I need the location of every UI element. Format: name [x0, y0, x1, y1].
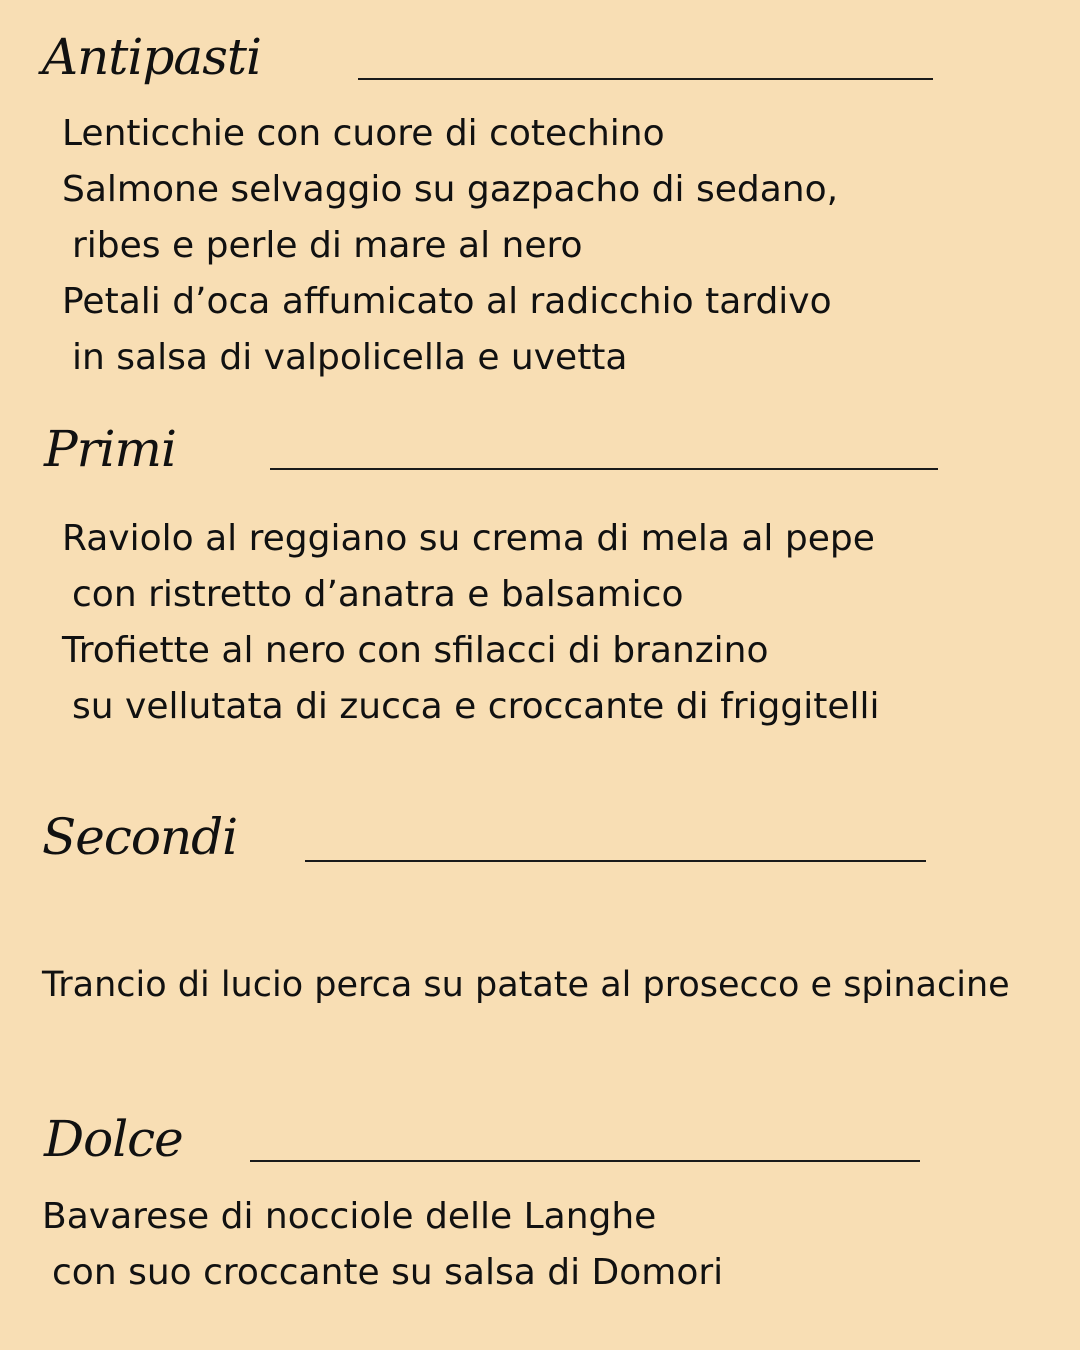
menu-item-line: Salmone selvaggio su gazpacho di sedano,	[62, 169, 839, 210]
section-divider-primi	[270, 468, 938, 470]
menu-item-line: con suo croccante su salsa di Domori	[52, 1252, 724, 1293]
section-divider-antipasti	[358, 78, 933, 80]
menu-item-line: Bavarese di nocciole delle Langhe	[42, 1196, 657, 1237]
section-title-secondi: Secondi	[42, 808, 238, 866]
menu-item-line: Trofiette al nero con sfilacci di branzino	[62, 630, 769, 671]
section-divider-dolce	[250, 1160, 920, 1162]
menu-item-line: ribes e perle di mare al nero	[72, 225, 583, 266]
section-title-dolce: Dolce	[44, 1110, 183, 1168]
section-divider-secondi	[305, 860, 926, 862]
section-title-antipasti: Antipasti	[42, 28, 261, 86]
menu-item-line: su vellutata di zucca e croccante di friggitelli	[72, 686, 880, 727]
menu-item-line: in salsa di valpolicella e uvetta	[72, 337, 628, 378]
section-title-primi: Primi	[44, 420, 176, 478]
menu-item-line: Trancio di lucio perca su patate al prosecco e spinacine	[42, 965, 1010, 1005]
menu-item-line: Lenticchie con cuore di cotechino	[62, 113, 665, 154]
menu-item-line: Raviolo al reggiano su crema di mela al pepe	[62, 518, 875, 559]
menu-item-line: Petali d’oca affumicato al radicchio tardivo	[62, 281, 832, 322]
menu-item-line: con ristretto d’anatra e balsamico	[72, 574, 684, 615]
